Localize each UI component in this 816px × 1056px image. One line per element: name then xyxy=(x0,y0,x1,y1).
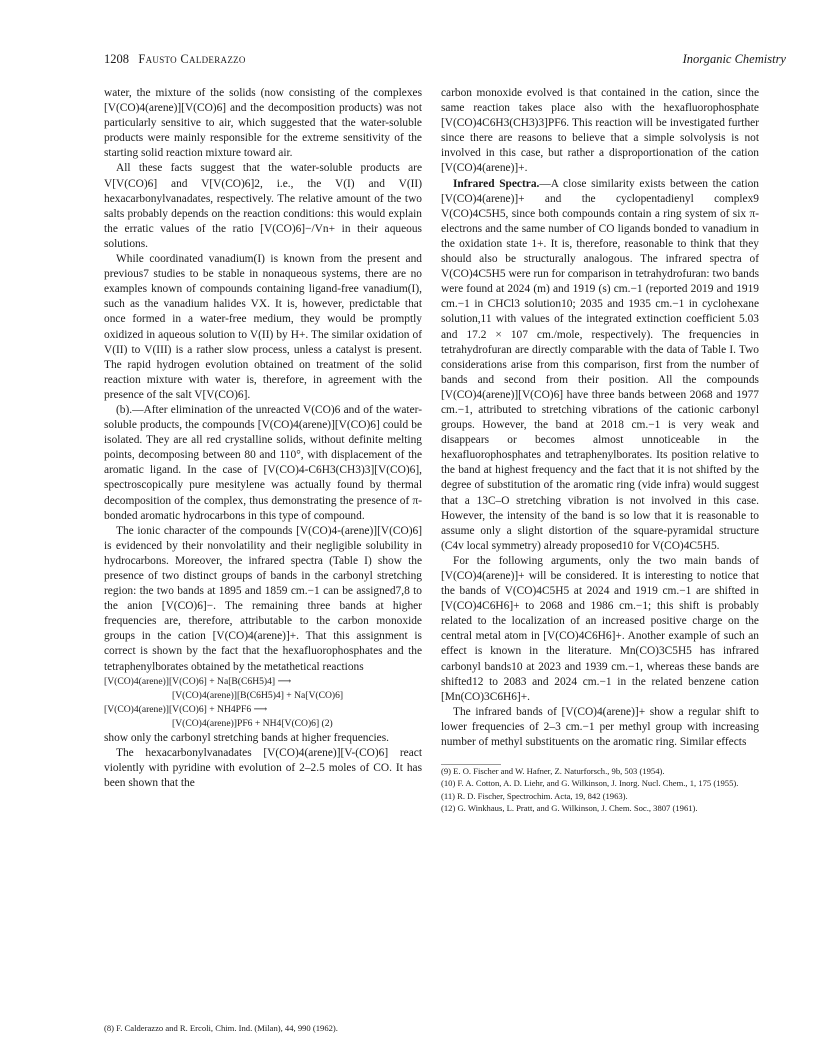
footnote: (8) F. Calderazzo and R. Ercoli, Chim. Ind. (Milan), 44, 990 (1962). xyxy=(104,1023,338,1033)
equation-1 xyxy=(104,675,422,703)
equation-line: [V(CO)4(arene)][B(C6H5)4] + Na[V(CO)6] xyxy=(172,689,344,701)
right-footnotes xyxy=(441,764,759,814)
equation-line: [V(CO)4(arene)][V(CO)6] + Na[B(C6H5)4] ⟶ xyxy=(104,675,292,687)
footnote-rule xyxy=(441,764,501,765)
paragraph-body: —A close similarity exists between the cation [V(CO)4(arene)]+ and the cyclopentadienyl complex9 V(CO)4C5H5, since both compounds contain a ring system of six π-electrons and the same number of CO ligands bonded to vanadium in the oxidation state 1+. It is, therefore, reasonable to think that they should also be structurally analogous. The infrared spectra of V(CO)4C5H5 were run for comparison in tetrahydrofuran: two bands were found at 2024 (m) and 1919 (s) cm.−1 (reported 2019 and 1919 cm.−1 in CHCl3 solution10; 2035 and 1935 cm.−1 in cyclohexane solution,11 with values of the integrated extinction coefficient 5.03 and 17.2 × 107 cm./mole, respectively). The frequencies in tetrahydrofuran are directly comparable with the data of Table I. Two considerations arise from this comparison, first from the number of bands and second from their position. All the compounds [V(CO)4(arene)][V(CO)6] have three bands between 2068 and 1977 cm.−1, attributed to stretching vibrations of the cationic carbonyl groups. However, the band at 2018 cm.−1 is very weak and disappears or becomes almost unnoticeable in the hexafluorophosphates and tetraphenylborates. Its position relative to the band at highest frequency and the fact that it is not shifted by the degree of substitution of the aromatic ring (vide infra) would suggest that a 13C–O stretching vibration is not involved in this case. However, the intensity of the band is so low that it is reasonable to assume only a slight distortion of the square-pyramidal structure (C4v local symmetry) already proposed10 for V(CO)4C5H5. xyxy=(441,177,760,552)
right-column xyxy=(441,86,759,815)
running-header xyxy=(104,52,786,67)
left-footnotes xyxy=(104,1023,422,1035)
paragraph: water, the mixture of the solids (now consisting of the complexes [V(CO)4(arene)][V(CO)6] and the decomposition products) was not particularly sensitive to air, which suggested that the water-soluble products were mainly responsible for the extreme sensitivity of the starting solid reaction mixture toward air. xyxy=(104,87,422,160)
equation-line: [V(CO)4(arene)]PF6 + NH4[V(CO)6] (2) xyxy=(172,717,333,729)
page-number: 1208 xyxy=(104,52,129,66)
footnote: (11) R. D. Fischer, Spectrochim. Acta, 19, 842 (1963). xyxy=(441,790,628,801)
left-column xyxy=(104,86,422,791)
paragraph xyxy=(441,177,759,554)
footnote: (9) E. O. Fischer and W. Hafner, Z. Naturforsch., 9b, 503 (1954). xyxy=(441,766,665,777)
paragraph: (b).—After elimination of the unreacted V(CO)6 and of the water-soluble products, the compounds [V(CO)4(arene)][V(CO)6] could be isolated. They are all red crystalline solids, without definite melting points, decomposing between 80 and 110°, with displacement of the aromatic ligand. In the case of [V(CO)4-C6H3(CH3)3][V(CO)6], spectroscopically pure mesitylene was actually found by thermal decomposition of the complex, thus demonstrating the presence of π-bonded aromatic hydrocarbons in this type of compound. xyxy=(104,403,422,522)
footnote: (10) F. A. Cotton, A. D. Liehr, and G. Wilkinson, J. Inorg. Nucl. Chem., 1, 175 (1955). xyxy=(441,778,739,789)
paragraph: The hexacarbonylvanadates [V(CO)4(arene)][V-(CO)6] react violently with pyridine with evolution of 2–2.5 moles of CO. It has been shown that the xyxy=(104,746,422,789)
footnote: (12) G. Winkhaus, L. Pratt, and G. Wilkinson, J. Chem. Soc., 3807 (1961). xyxy=(441,802,698,813)
journal-name: Inorganic Chemistry xyxy=(682,52,786,66)
paragraph: show only the carbonyl stretching bands at higher frequencies. xyxy=(104,731,389,744)
equation-line: [V(CO)4(arene)][V(CO)6] + NH4PF6 ⟶ xyxy=(104,703,268,715)
paragraph: While coordinated vanadium(I) is known from the present and previous7 studies to be stable in nonaqueous systems, there are no examples known of compounds containing ligand-free vanadium(I), such as the vanadium halides VX. It is, however, predictable that once formed in a water-free medium, they would be promptly oxidized in aqueous solution to V(II) by H+. The similar oxidation of V(II) to V(III) is a rather slow process, unless a catalyst is present. The rapid hydrogen evolution obtained on treatment of the solid reaction mixture with water is, therefore, in agreement with the presence of the salt V[V(CO)6]. xyxy=(104,253,422,401)
header-left xyxy=(104,52,246,67)
paragraph: All these facts suggest that the water-soluble products are V[V(CO)6] and V[V(CO)6]2, i.e., the V(I) and V(II) hexacarbonylvanadates, respectively. The relative amount of the two salts probably depends on the reaction conditions: this would explain the erratic values of the ratio [V(CO)6]−/Vn+ in their aqueous solutions. xyxy=(104,162,422,250)
equation-2 xyxy=(104,703,422,731)
paragraph: For the following arguments, only the two main bands of [V(CO)4(arene)]+ will be considered. It is interesting to notice that the bands of V(CO)4C5H5 at 2024 and 1919 cm.−1 are shifted in [V(CO)4C6H6]+ to 2068 and 1986 cm.−1; this shift is probably related to the localization of an increased positive charge on the central metal atom in [V(CO)4C6H6]+. Another example of such an effect is known in the literature. Mn(CO)3C5H5 has infrared carbonyl bands10 at 2023 and 1939 cm.−1, whereas these bands are shifted12 to 2083 and 2024 cm.−1 in the related benzene cation [Mn(CO)3C6H6]+. xyxy=(441,554,759,703)
paragraph: The infrared bands of [V(CO)4(arene)]+ show a regular shift to lower frequencies of 2–3 cm.−1 per methyl group with increasing number of methyl substituents on the aromatic ring. Similar effects xyxy=(441,705,759,749)
paragraph: The ionic character of the compounds [V(CO)4-(arene)][V(CO)6] is evidenced by their nonvolatility and their negligible solubility in hydrocarbons. Moreover, the infrared spectra (Table I) show the presence of two distinct groups of bands in the carbonyl stretching region: the two bands at 1895 and 1859 cm.−1 can be assigned7,8 to the anion [V(CO)6]−. The remaining three bands at higher frequencies are, therefore, attributable to the carbon monoxide groups in the cation [V(CO)4(arene)]+. That this assignment is correct is shown by the fact that the hexafluorophosphates and the tetraphenylborates obtained by the metathetical reactions xyxy=(104,524,422,673)
section-title: Infrared Spectra. xyxy=(453,177,540,190)
author-name: Fausto Calderazzo xyxy=(138,52,246,66)
paragraph: carbon monoxide evolved is that contained in the cation, since the same reaction takes place also with the hexafluorophosphate [V(CO)4C6H3(CH3)3]PF6. This reaction will be investigated further since there are reasons to believe that a simple solvolysis is not involved in this case, but rather a disproportionation of the cation [V(CO)4(arene)]+. xyxy=(441,87,759,175)
